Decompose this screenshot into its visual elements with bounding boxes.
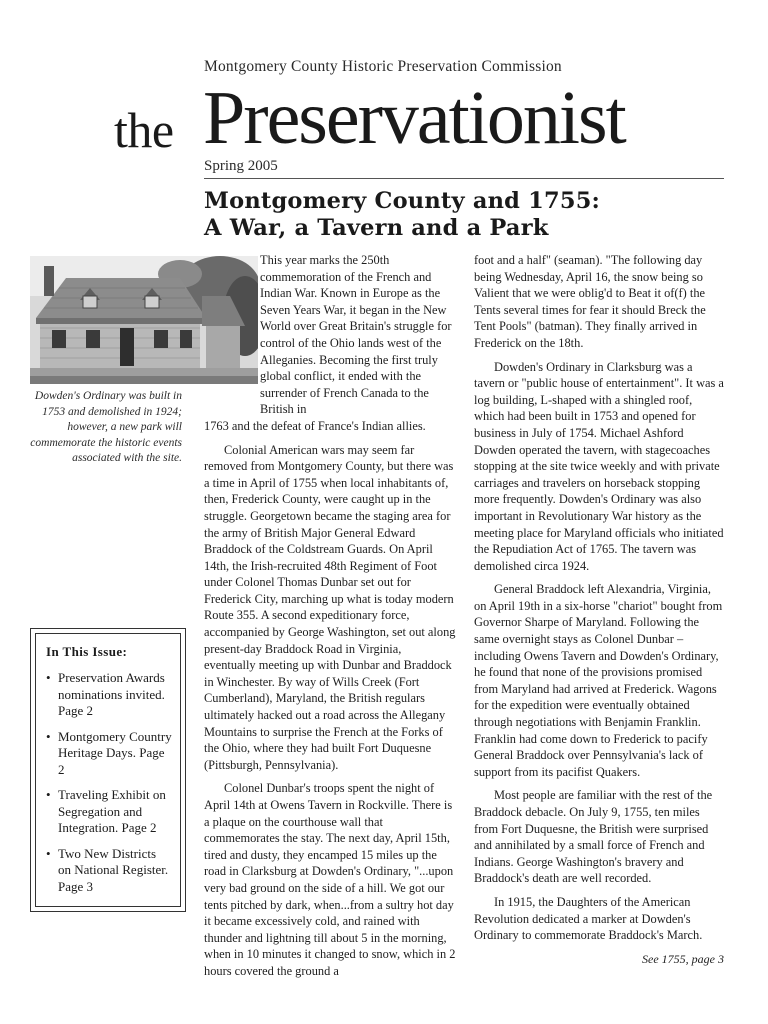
paragraph-braddock-alexandria: General Braddock left Alexandria, Virginia, on April 19th in a six-horse "chariot" bought from Governor Sharpe of Maryland. Following the same overnight stays as Colonel Dunbar – including Owens Tavern and Dowden's Ordinary, he found that none of the provisions promised from Maryland had arrived at Frederick. Wagons for the expedition were eventually obtained through negotiations with Benjamin Franklin. Franklin had come down to Frederick to pacify General Braddock over Pennsylvania's lack of support from its pacifist Quakers. xyxy=(474,582,723,779)
list-item-text: Preservation Awards nominations invited. Page 2 xyxy=(58,670,165,718)
article-headline xyxy=(204,188,724,242)
paragraph-dar-marker: In 1915, the Daughters of the American Revolution dedicated a marker at Dowden's Ordinary to commemorate Braddock's March. xyxy=(474,894,703,943)
in-this-issue-inner xyxy=(35,633,181,907)
masthead-rule xyxy=(204,178,724,179)
paragraph-dunbar-troops: Colonel Dunbar's troops spent the night of April 14th at Owens Tavern in Rockville. There is a plaque on the courthouse wall that commemorates the stay. The next day, April 15th, tired and dusty, they encamped 15 miles up the road in Clarksburg at Dowden's Ordinary, "...upon very bad ground on the side of a hill. We got our tents pitched by dark, when...from a sultry hot day it became excessively cold, and rained with thunder and lightning till about 5 in the morning, when in 10 minutes it changed to snow, which in 2 hours covered the ground a xyxy=(204,781,456,978)
issue-date: Spring 2005 xyxy=(204,158,278,174)
paragraph-braddock-debacle: Most people are familiar with the rest of the Braddock debacle. On July 9, 1755, ten miles from Fort Duquesne, the British were surprised and annihilated by a small force of French and Indians. George Washington's bravery and Braddock's death are well recorded. xyxy=(474,788,713,886)
in-this-issue-box xyxy=(30,628,186,912)
continued-link[interactable]: See 1755, page 3 xyxy=(642,951,724,966)
in-this-issue-title: In This Issue: xyxy=(46,644,128,659)
paragraph-dowdens-ordinary: Dowden's Ordinary in Clarksburg was a tavern or "public house of entertainment". It was a log building, L-shaped with a shingled roof, which had been built in 1753 and opened for business in July of 1754. Michael Ashford Dowden operated the tavern, with stagecoaches stopping at the site twice weekly and with private carriages and travelers on horseback stopping more frequently. Dowden's Ordinary was also important in Revolutionary War history as the meeting place for Maryland officials who initiated the Repudiation Act of 1765. The tavern was demolished circa 1924. xyxy=(474,359,724,573)
in-this-issue-list xyxy=(46,670,172,895)
bullet-icon: • xyxy=(46,728,51,744)
paragraph-colonial-wars: Colonial American wars may seem far removed from Montgomery County, but there was a time in April of 1755 when local inhabitants of, then, Frederick County, were caught up in the struggle. Georgetown became the staging area for the army of British Major General Edward Braddock of the Coldstream Guards. On April 14th, the Irish-recruited 48th Regiment of Foot under Colonel Thomas Dunbar set out for Frederick City, marching up what is today modern Route 355. A second expeditionary force, accompanied by George Washington, set out along present-day Braddock Road in Virginia, eventually meeting up with Dunbar and Braddock in Winchester. By way of Wills Creek (Fort Cumberland), Maryland, the British regulars ultimately hacked out a road across the Allegany Mountains to surprise the French at the Forks of the Ohio, where they had built Fort Duquesne (Pittsburgh, Pennsylvania). xyxy=(204,442,456,772)
headline-line-1: Montgomery County and 1755: xyxy=(204,188,601,214)
paragraph-intro: This year marks the 250th commemoration of the French and Indian War. Known in Europe as the Seven Years War, it began in the New World over Great Britain's struggle for control of the Ohio lands west of the Alleganies. Becoming the first truly global conflict, it ended with the surrender of French Canada to the British in xyxy=(260,253,452,417)
newsletter-title: Preservationist xyxy=(203,76,625,160)
article-column-2 xyxy=(474,252,724,967)
bullet-icon: • xyxy=(46,787,51,802)
list-item-text: Two New Districts on National Register. Page 3 xyxy=(58,845,169,894)
article-column-1 xyxy=(204,252,456,987)
list-item-text: Traveling Exhibit on Segregation and Integration. Page 2 xyxy=(58,787,166,835)
list-item[interactable] xyxy=(46,846,172,896)
organization-name: Montgomery County Historic Preservation Commission xyxy=(204,58,562,75)
masthead-the: the xyxy=(114,102,174,158)
list-item[interactable] xyxy=(46,670,172,720)
headline-line-2: A War, a Tavern and a Park xyxy=(204,215,549,241)
bullet-icon: • xyxy=(46,845,51,861)
photo-caption: Dowden's Ordinary was built in 1753 and demolished in 1924; however, a new park will commemorate the historic events associated with the site. xyxy=(30,390,182,464)
bullet-icon: • xyxy=(46,670,51,685)
list-item[interactable] xyxy=(46,729,172,779)
list-item-text: Montgomery Country Heritage Days. Page 2 xyxy=(58,728,172,777)
list-item[interactable] xyxy=(46,787,172,837)
paragraph-snow: foot and a half" (seaman). "The following day being Wednesday, April 16, the snow being so Valient that we were oblig'd to Beat it of(f) the Tents several times for fear it should Breck the Tent Pools" (batman). They finally arrived in Frederick on the 18th. xyxy=(474,253,706,350)
paragraph-intro-tail: 1763 and the defeat of France's Indian allies. xyxy=(204,418,426,433)
